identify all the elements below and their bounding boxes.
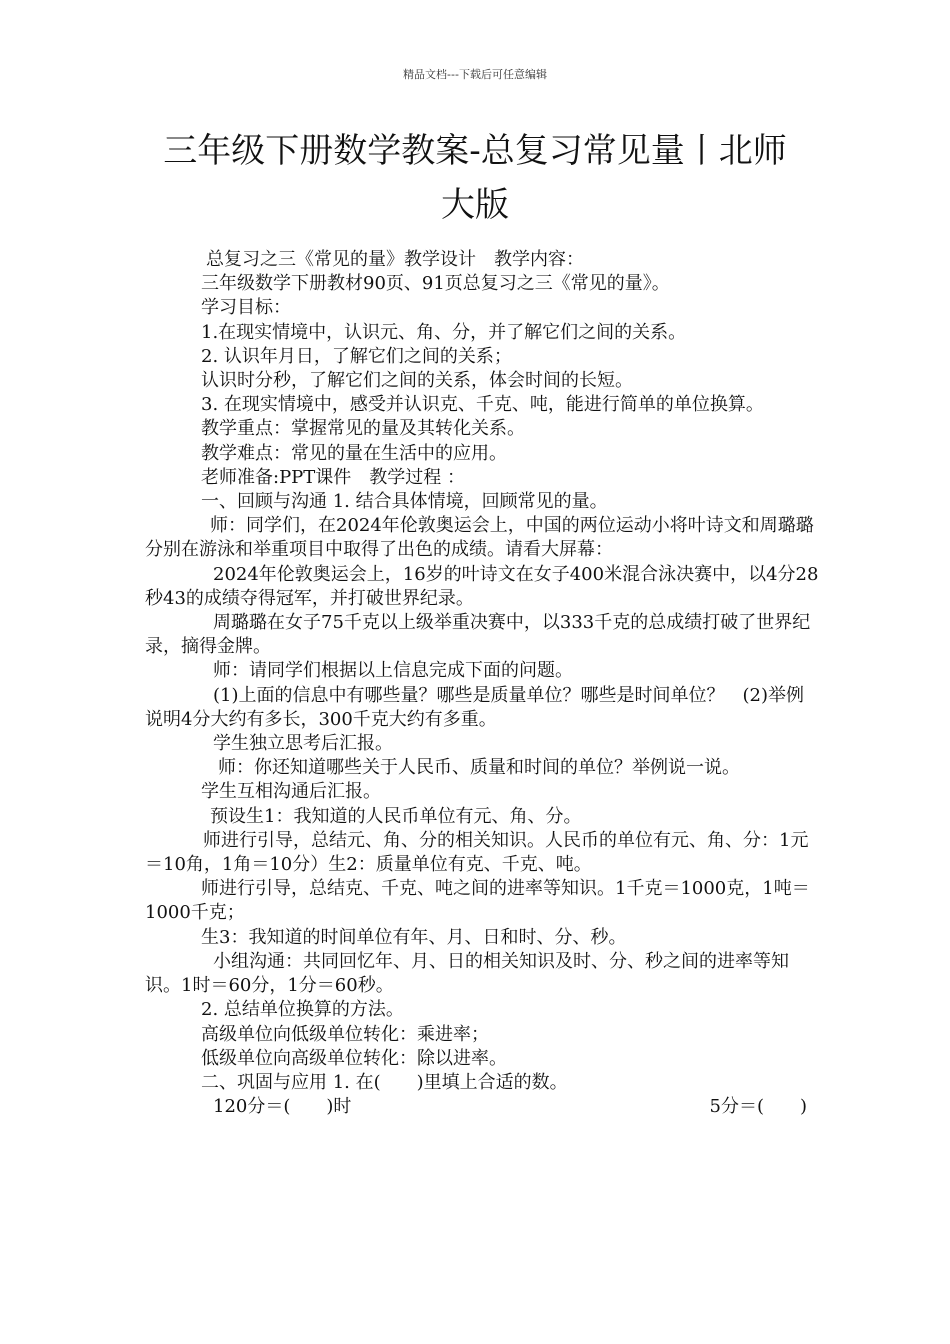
paragraph: 1.在现实情境中，认识元、角、分，并了解它们之间的关系。 <box>201 321 687 343</box>
paragraph: 预设生1：我知道的人民币单位有元、角、分。 <box>210 805 582 827</box>
paragraph: 一、回顾与沟通 1. 结合具体情境，回顾常见的量。 <box>201 491 608 513</box>
paragraph: 三年级数学下册教材90页、91页总复习之三《常见的量》。 <box>201 273 670 295</box>
exercise-left: 120分＝( )时 <box>213 1096 352 1118</box>
paragraph: 3. 在现实情境中，感受并认识克、千克、吨，能进行简单的单位换算。 <box>201 394 764 416</box>
page-header: 精品文档---下载后可任意编辑 <box>403 68 547 81</box>
title-line-2: 大版 <box>441 185 509 225</box>
paragraph: 学生独立思考后汇报。 <box>213 733 393 755</box>
paragraph: 师：你还知道哪些关于人民币、质量和时间的单位？举例说一说。 <box>218 757 740 779</box>
paragraph: (1)上面的信息中有哪些量？哪些是质量单位？哪些是时间单位？ (2)举例说明4分大约有多长，300千克大约有多重。 <box>145 684 804 730</box>
paragraph: 学习目标： <box>201 297 291 319</box>
paragraph: 生3：我知道的时间单位有年、月、日和时、分、秒。 <box>201 926 627 948</box>
exercise-right: 5分＝( ) <box>709 1096 807 1118</box>
paragraph: 高级单位向低级单位转化：乘进率； <box>201 1023 489 1045</box>
paragraph: 周璐璐在女子75千克以上级举重决赛中，以333千克的总成绩打破了世界纪录，摘得金牌。 <box>145 612 811 658</box>
paragraph: 师进行引导，总结克、千克、吨之间的进率等知识。1千克＝1000克，1吨＝1000千克； <box>145 878 810 924</box>
paragraph: 师：请同学们根据以上信息完成下面的问题。 <box>213 660 573 682</box>
title-line-1: 三年级下册数学教案-总复习常见量丨北师 <box>163 131 787 171</box>
paragraph: 总复习之三《常见的量》教学设计 教学内容： <box>206 249 584 270</box>
document-body <box>145 248 821 1119</box>
document-title <box>140 124 810 232</box>
paragraph: 老师准备:PPT课件 教学过程 ： <box>201 466 466 488</box>
paragraph: 学生互相沟通后汇报。 <box>201 781 381 803</box>
paragraph: 小组沟通：共同回忆年、月、日的相关知识及时、分、秒之间的进率等知识。1时＝60分，1分＝60秒。 <box>145 950 789 997</box>
paragraph: 教学难点：常见的量在生活中的应用。 <box>201 442 507 464</box>
paragraph: 2. 总结单位换算的方法。 <box>201 999 404 1021</box>
paragraph: 认识时分秒，了解它们之间的关系，体会时间的长短。 <box>201 370 633 392</box>
exercise-row <box>145 1095 821 1119</box>
paragraph: 二、巩固与应用 1. 在( )里填上合适的数。 <box>201 1071 568 1093</box>
paragraph: 教学重点：掌握常见的量及其转化关系。 <box>201 418 525 440</box>
paragraph: 师进行引导，总结元、角、分的相关知识。人民币的单位有元、角、分：1元＝10角，1角＝10分）生2：质量单位有克、千克、吨。 <box>145 829 809 876</box>
paragraph: 师：同学们，在2024年伦敦奥运会上，中国的两位运动小将叶诗文和周璐璐分别在游泳和举重项目中取得了出色的成绩。请看大屏幕： <box>145 515 814 561</box>
paragraph: 低级单位向高级单位转化：除以进率。 <box>201 1047 507 1069</box>
paragraph: 2. 认识年月日，了解它们之间的关系； <box>201 345 512 367</box>
paragraph: 2024年伦敦奥运会上，16岁的叶诗文在女子400米混合泳决赛中，以4分28秒43的成绩夺得冠军，并打破世界纪录。 <box>145 563 819 609</box>
